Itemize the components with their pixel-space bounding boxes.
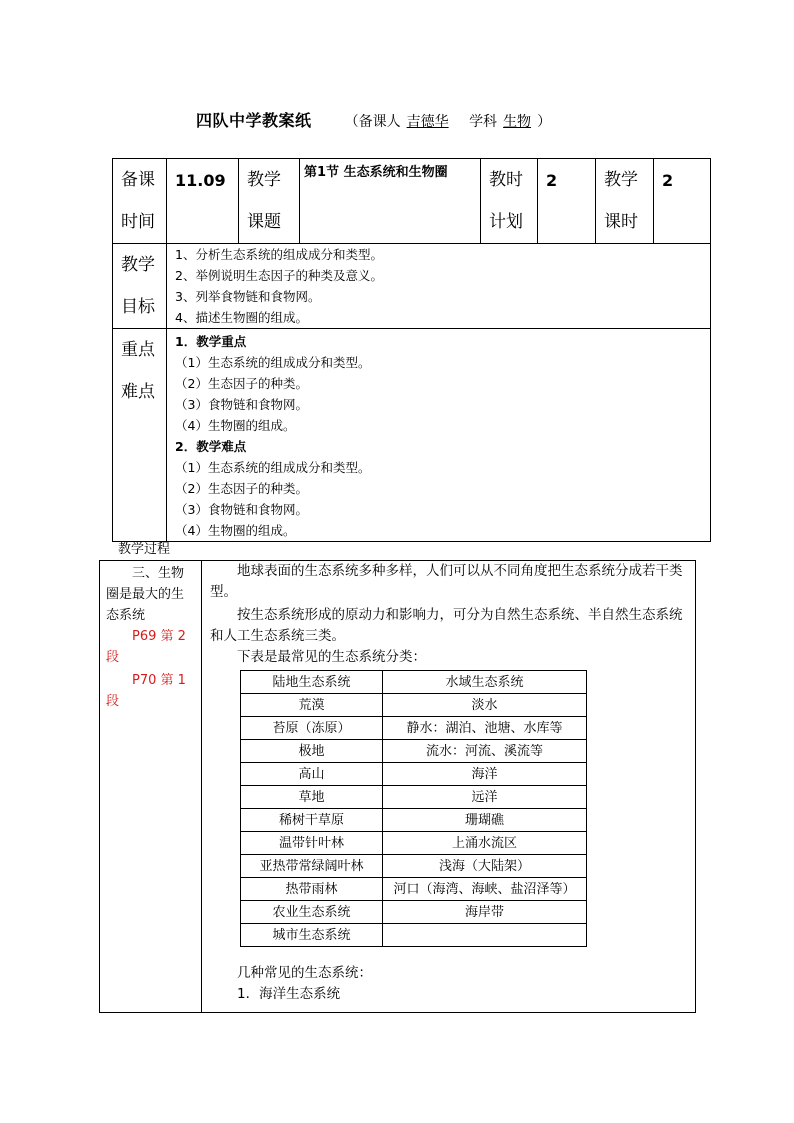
table-cell: 静水：湖泊、池塘、水库等 <box>383 717 587 740</box>
lesson-info-table <box>112 158 711 542</box>
table-cell: 稀树干草原 <box>241 809 383 832</box>
focus-item: （1）生态系统的组成成分和类型。 <box>175 355 371 370</box>
hours-label: 教学 课时 <box>596 159 654 244</box>
table-cell: 高山 <box>241 763 383 786</box>
table-cell: 城市生态系统 <box>241 924 383 947</box>
school-title: 四队中学教案纸 <box>196 111 312 130</box>
difficulty-heading: 2．教学难点 <box>175 439 247 454</box>
paragraph: 按生态系统形成的原动力和影响力，可分为自然生态系统、半自然生态系统和人工生态系统三类。 <box>210 607 683 644</box>
topic-label: 教学 课题 <box>239 159 300 244</box>
focus-item: （4）生物圈的组成。 <box>175 418 296 433</box>
table-row <box>241 809 587 832</box>
table-cell: 海岸带 <box>383 901 587 924</box>
hours-value: 2 <box>654 159 711 244</box>
subject-name: 生物 <box>503 114 532 130</box>
preparer-name: 吉德华 <box>406 114 449 130</box>
difficulty-item: （2）生态因子的种类。 <box>175 481 308 496</box>
table-cell <box>383 924 587 947</box>
ecosystem-table <box>240 670 587 947</box>
table-row <box>241 740 587 763</box>
table-row <box>241 855 587 878</box>
table-cell: 荒漠 <box>241 694 383 717</box>
difficulty-item: （1）生态系统的组成成分和类型。 <box>175 460 371 475</box>
table-cell: 亚热带常绿阔叶林 <box>241 855 383 878</box>
subject-label: 学科 <box>469 114 498 130</box>
paragraph: 地球表面的生态系统多种多样，人们可以从不同角度把生态系统分成若干类型。 <box>210 563 683 600</box>
close-paren: ） <box>537 114 552 130</box>
keypoints-label: 重点 难点 <box>113 329 167 542</box>
preparer-info <box>345 114 551 130</box>
process-content <box>202 561 696 1013</box>
outline-line: 圈是最大的生 <box>106 587 185 602</box>
table-cell: 海洋 <box>383 763 587 786</box>
plan-label: 教时 计划 <box>481 159 538 244</box>
objective-item: 3、列举食物链和食物网。 <box>175 289 321 304</box>
focus-heading: 1．教学重点 <box>175 334 247 349</box>
table-row <box>241 763 587 786</box>
table-cell: 浅海（大陆架） <box>383 855 587 878</box>
table-row <box>241 924 587 947</box>
preparer-label: （备课人 <box>344 114 401 130</box>
table-cell: 苔原（冻原） <box>241 717 383 740</box>
topic-value: 第1节 生态系统和生物圈 <box>300 159 481 244</box>
plan-value: 2 <box>538 159 596 244</box>
table-row <box>241 832 587 855</box>
difficulty-item: （3）食物链和食物网。 <box>175 502 308 517</box>
table-cell: 淡水 <box>383 694 587 717</box>
table-header-row <box>241 671 587 694</box>
page-reference: 段 <box>106 650 120 665</box>
focus-item: （3）食物链和食物网。 <box>175 397 308 412</box>
paragraph: 1．海洋生态系统 <box>210 986 341 1002</box>
paragraph: 几种常见的生态系统： <box>210 965 372 981</box>
process-table <box>99 560 696 1013</box>
process-label: 教学过程 <box>118 542 171 557</box>
page-reference: 段 <box>106 694 120 709</box>
table-row <box>241 786 587 809</box>
page-reference: P70 第 1 <box>106 673 186 688</box>
table-row <box>241 694 587 717</box>
prep-time-value: 11.09 <box>167 159 239 244</box>
table-row <box>241 878 587 901</box>
table-cell: 上涌水流区 <box>383 832 587 855</box>
page-reference: P69 第 2 <box>106 629 186 644</box>
table-row <box>241 717 587 740</box>
keypoints-content <box>167 329 711 542</box>
table-cell: 极地 <box>241 740 383 763</box>
objective-item: 4、描述生物圈的组成。 <box>175 310 308 325</box>
focus-item: （2）生态因子的种类。 <box>175 376 308 391</box>
outline-line: 态系统 <box>106 608 146 623</box>
objectives-label: 教学 目标 <box>113 244 167 329</box>
objectives-list <box>167 244 711 329</box>
table-cell: 农业生态系统 <box>241 901 383 924</box>
table-cell: 河口（海湾、海峡、盐沼泽等） <box>383 878 587 901</box>
prep-time-label: 备课 时间 <box>113 159 167 244</box>
table-cell: 热带雨林 <box>241 878 383 901</box>
objective-item: 1、分析生态系统的组成成分和类型。 <box>175 247 383 262</box>
column-header: 水域生态系统 <box>383 671 587 694</box>
table-row <box>241 901 587 924</box>
page-header <box>196 108 551 131</box>
objective-item: 2、举例说明生态因子的种类及意义。 <box>175 268 383 283</box>
column-header: 陆地生态系统 <box>241 671 383 694</box>
table-cell: 珊瑚礁 <box>383 809 587 832</box>
process-outline <box>100 561 202 1013</box>
outline-line: 三、生物 <box>106 566 185 581</box>
table-cell: 远洋 <box>383 786 587 809</box>
paragraph: 下表是最常见的生态系统分类： <box>210 649 426 665</box>
difficulty-item: （4）生物圈的组成。 <box>175 523 296 538</box>
table-cell: 草地 <box>241 786 383 809</box>
table-cell: 温带针叶林 <box>241 832 383 855</box>
table-cell: 流水：河流、溪流等 <box>383 740 587 763</box>
